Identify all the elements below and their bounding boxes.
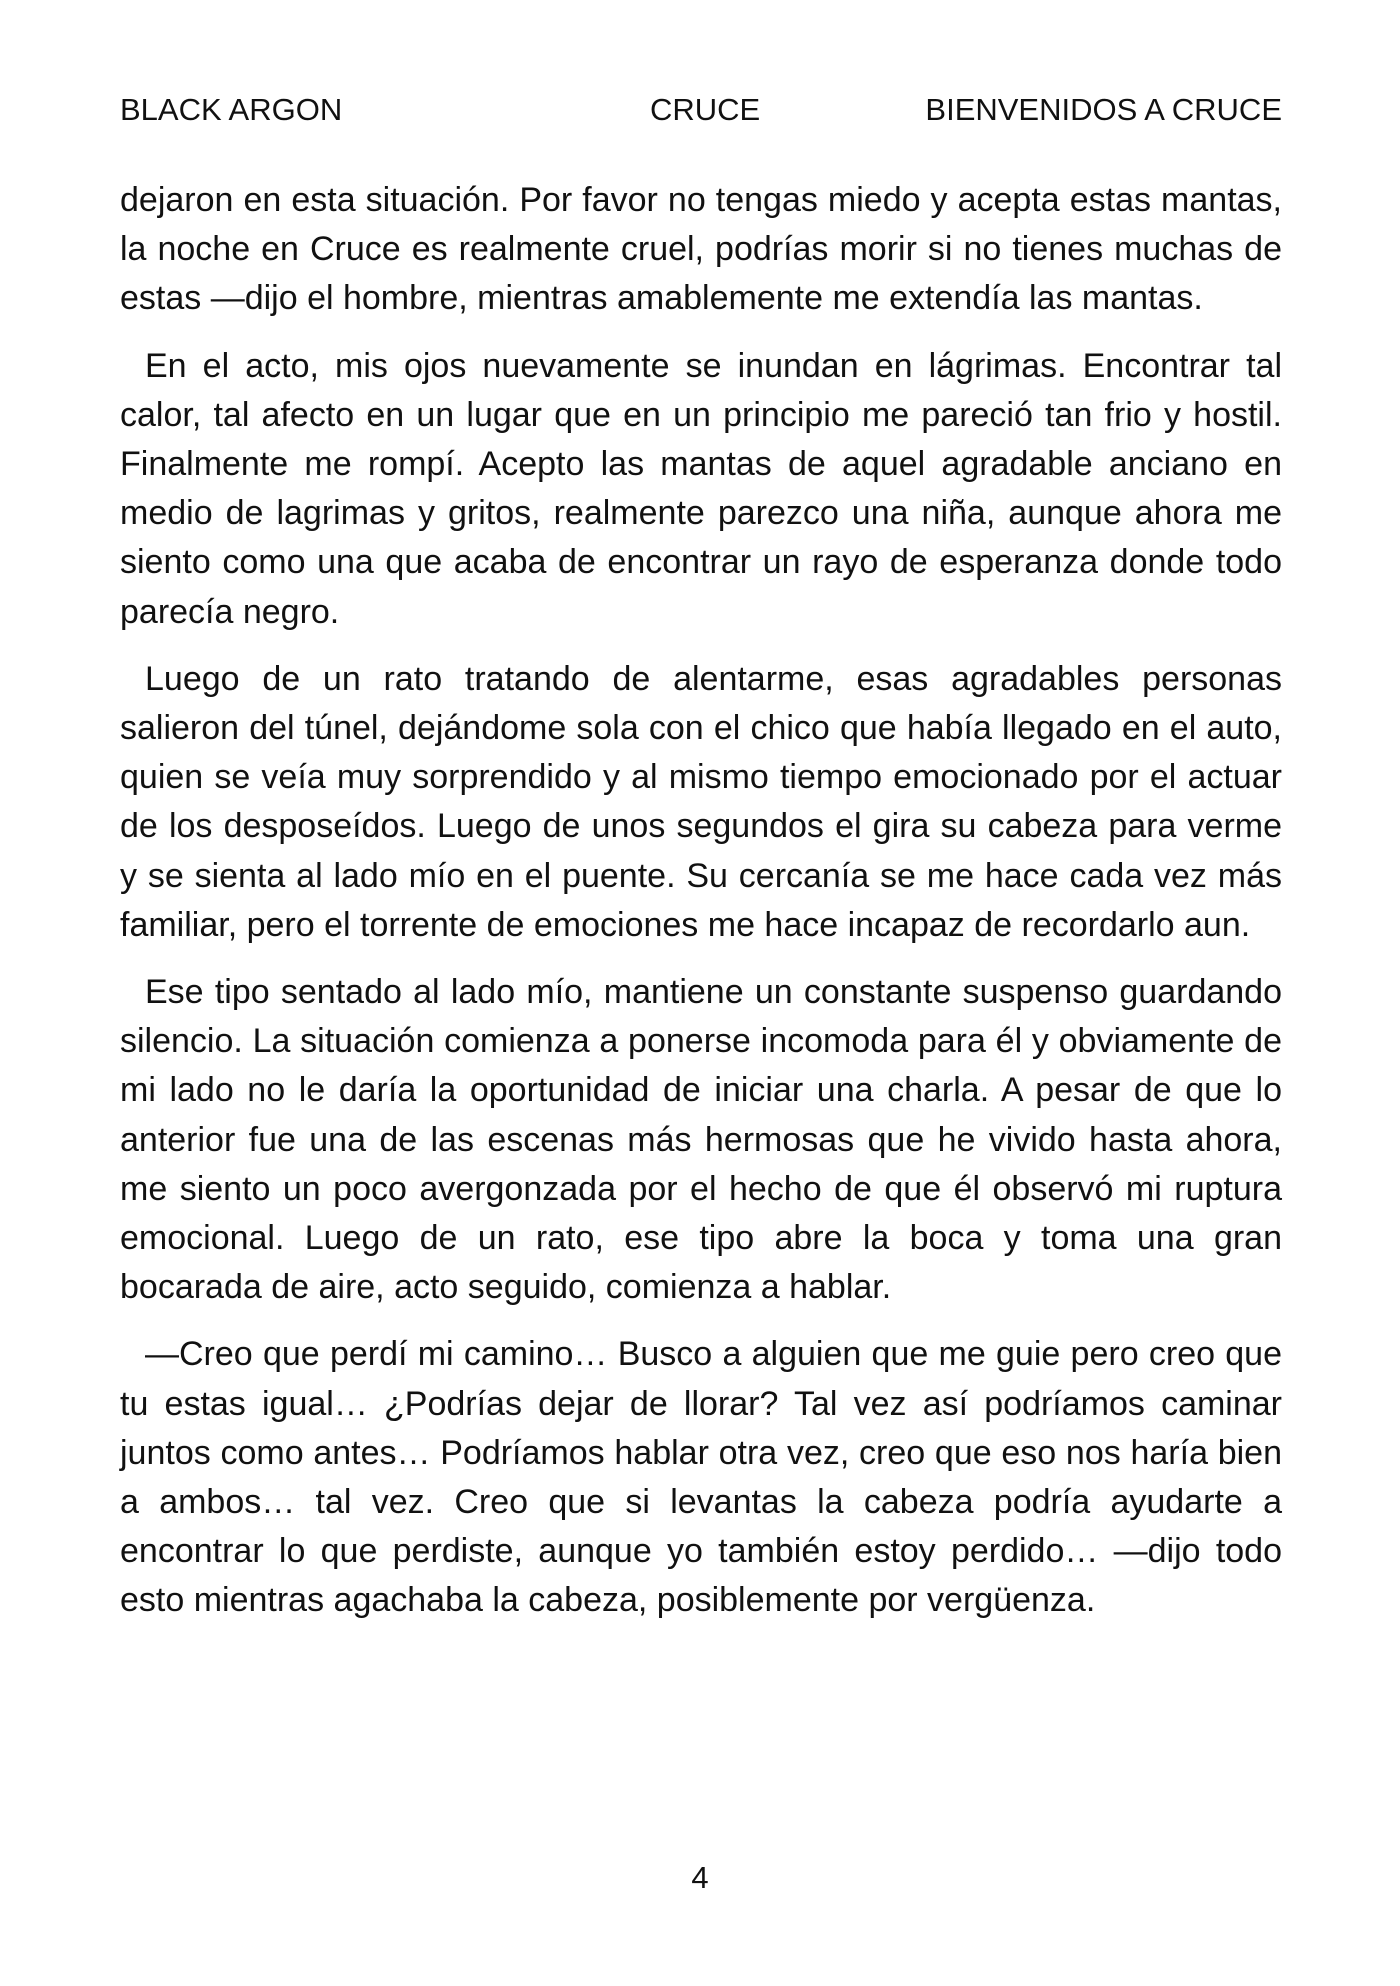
running-header <box>120 88 1282 132</box>
paragraph: En el acto, mis ojos nuevamente se inundan en lágrimas. Encontrar tal calor, tal afecto en un lugar que en un principio me pareció tan frio y hostil. Finalmente me rompí. Acepto las mantas de aquel agradable anciano en medio de lagrimas y gritos, realmente parezco una niña, aunque ahora me siento como una que acaba de encontrar un rayo de esperanza donde todo parecía negro. <box>120 346 1282 631</box>
header-chapter-title: BIENVENIDOS A CRUCE <box>925 92 1282 127</box>
header-author: BLACK ARGON <box>120 92 343 127</box>
page-number: 4 <box>691 1860 709 1895</box>
body-text <box>120 176 1282 1644</box>
paragraph-dialogue: —Creo que perdí mi camino… Busco a alguien que me guie pero creo que tu estas igual… ¿Podrías dejar de llorar? Tal vez así podríamos caminar juntos como antes… Podríamos hablar otra vez, creo que eso nos haría bien a ambos… tal vez. Creo que si levantas la cabeza podría ayudarte a encontrar lo que perdiste, aunque yo también estoy perdido… —dijo todo esto mientras agachaba la cabeza, posiblemente por vergüenza. <box>120 1335 1282 1620</box>
header-book-title: CRUCE <box>650 92 761 127</box>
paragraph: Ese tipo sentado al lado mío, mantiene un constante suspenso guardando silencio. La situación comienza a ponerse incomoda para él y obviamente de mi lado no le daría la oportunidad de iniciar una charla. A pesar de que lo anterior fue una de las escenas más hermosas que he vivido hasta ahora, me siento un poco avergonzada por el hecho de que él observó mi ruptura emocional. Luego de un rato, ese tipo abre la boca y toma una gran bocarada de aire, acto seguido, comienza a hablar. <box>120 973 1282 1307</box>
paragraph: Luego de un rato tratando de alentarme, esas agradables personas salieron del túnel, dejándome sola con el chico que había llegado en el auto, quien se veía muy sorprendido y al mismo tiempo emocionado por el actuar de los desposeídos. Luego de unos segundos el gira su cabeza para verme y se sienta al lado mío en el puente. Su cercanía se me hace cada vez más familiar, pero el torrente de emociones me hace incapaz de recordarlo aun. <box>120 659 1282 944</box>
paragraph-continued: dejaron en esta situación. Por favor no tengas miedo y acepta estas mantas, la noche en Cruce es realmente cruel, podrías morir si no tienes muchas de estas —dijo el hombre, mientras amablemente me extendía las mantas. <box>120 181 1282 318</box>
